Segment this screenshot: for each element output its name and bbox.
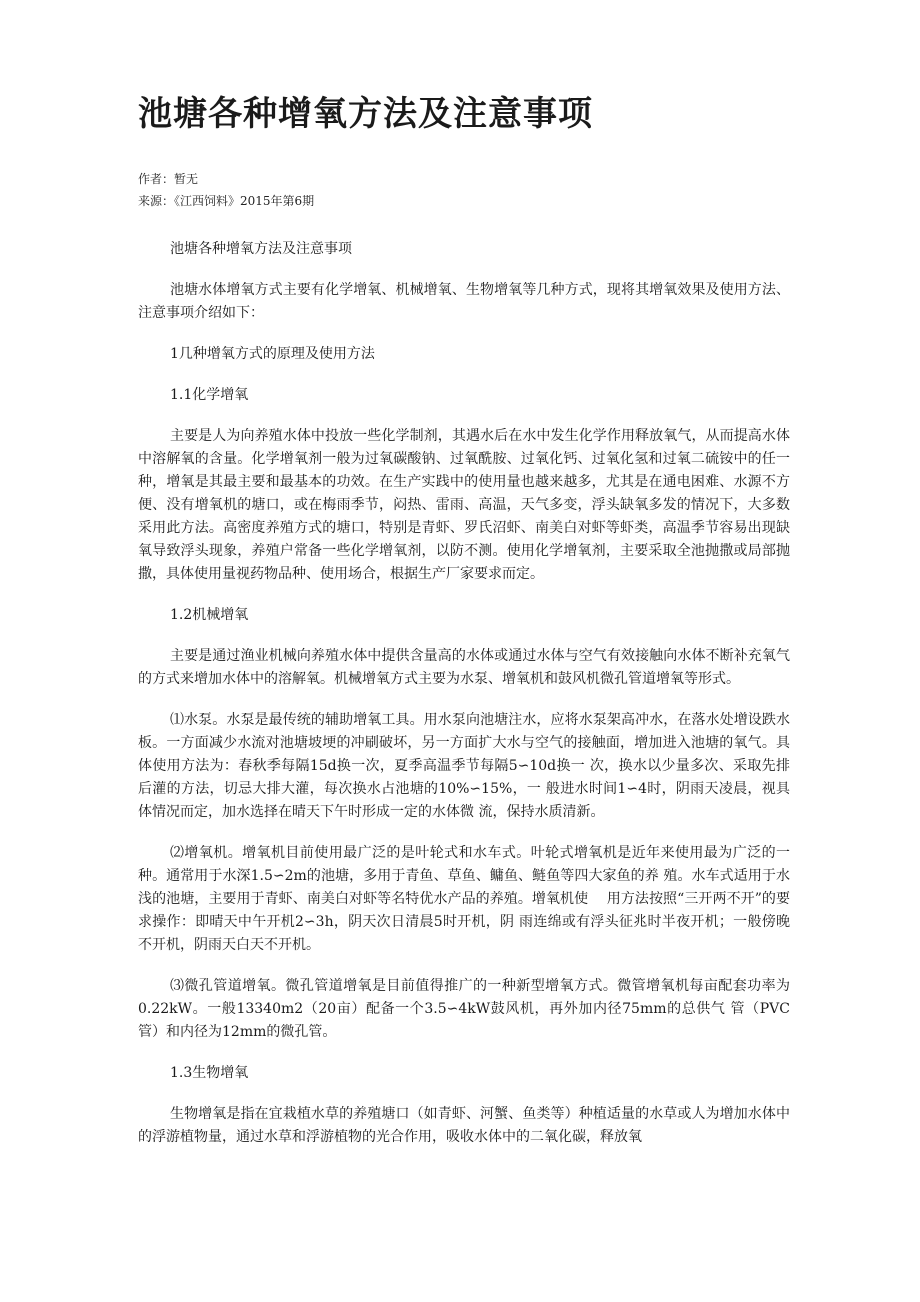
document-page <box>138 88 790 1167</box>
article-subtitle: 池塘各种增氧方法及注意事项 <box>170 241 352 257</box>
section-1-3-paragraph: 生物增氧是指在宜栽植水草的养殖塘口（如青虾、河蟹、鱼类等）种植适量的水草或人为增加水体中的浮游植物量，通过水草和浮游植物的光合作用，吸收水体中的二氧化碳，释放氧 <box>138 1106 790 1145</box>
micropore-pipe-paragraph: ⑶微孔管道增氧。微孔管道增氧是目前值得推广的一种新型增氧方式。微管增氧机每亩配套功率为0.22kW。一般13340m2（20亩）配备一个3.5∽4kW鼓风机，再外加内径75mm的总供气 管（PVC管）和内径为12mm的微孔管。 <box>138 978 790 1040</box>
section-1-1-heading: 1.1化学增氧 <box>170 387 249 403</box>
article-title: 池塘各种增氧方法及注意事项 <box>138 94 593 134</box>
water-pump-paragraph: ⑴水泵。水泵是最传统的辅助增氧工具。用水泵向池塘注水，应将水泵架高冲水，在落水处增设跌水板。一方面减少水流对池塘坡埂的冲刷破坏，另一方面扩大水与空气的接触面，增加进入池塘的氧气。具体使用方法为：春秋季每隔15d换一次，夏季高温季节每隔5∽10d换一 次，换水以少量多次、采取先排后灌的方法，切忌大排大灌，每次换水占池塘的10%∽15%，一 般进水时间1∽4时，阴雨天凌晨，视具体情况而定，加水选择在晴天下午时形成一定的水体微 流，保持水质清新。 <box>138 712 790 820</box>
intro-paragraph: 池塘水体增氧方式主要有化学增氧、机械增氧、生物增氧等几种方式，现将其增氧效果及使用方法、注意事项介绍如下： <box>138 282 790 321</box>
article-meta <box>138 168 790 212</box>
section-1-heading: 1几种增氧方式的原理及使用方法 <box>170 346 375 362</box>
section-1-1-paragraph: 主要是人为向养殖水体中投放一些化学制剂，其遇水后在水中发生化学作用释放氧气，从而提高水体中溶解氧的含量。化学增氧剂一般为过氧碳酸钠、过氧酰胺、过氧化钙、过氧化氢和过氧二硫铵中的任一种，增氧是其最主要和最基本的功效。在生产实践中的使用量也越来越多，尤其是在通电困难、水源不方便、没有增氧机的塘口，或在梅雨季节，闷热、雷雨、高温，天气多变，浮头缺氧多发的情况下，大多数采用此方法。高密度养殖方式的塘口，特别是青虾、罗氏沼虾、南美白对虾等虾类，高温季节容易出现缺氧导致浮头现象，养殖户常备一些化学增氧剂，以防不测。使用化学增氧剂，主要采取全池抛撒或局部抛撒，具体使用量视药物品种、使用场合，根据生产厂家要求而定。 <box>138 428 790 582</box>
section-1-2-paragraph: 主要是通过渔业机械向养殖水体中提供含量高的水体或通过水体与空气有效接触向水体不断补充氧气的方式来增加水体中的溶解氧。机械增氧方式主要为水泵、增氧机和鼓风机微孔管道增氧等形式。 <box>138 648 790 687</box>
section-1-2-heading: 1.2机械增氧 <box>170 607 249 623</box>
author-line: 作者：暂无 <box>138 172 199 186</box>
aerator-paragraph: ⑵增氧机。增氧机目前使用最广泛的是叶轮式和水车式。叶轮式增氧机是近年来使用最为广泛的一种。通常用于水深1.5∽2m的池塘，多用于青鱼、草鱼、鳙鱼、鲢鱼等四大家鱼的养 殖。水车式适用于水浅的池塘，主要用于青虾、南美白对虾等名特优水产品的养殖。增氧机使 用方法按照“三开两不开”的要求操作：即晴天中午开机2∽3h，阴天次日清晨5时开机，阴 雨连绵或有浮头征兆时半夜开机；一般傍晚不开机，阴雨天白天不开机。 <box>138 845 790 953</box>
section-1-3-heading: 1.3生物增氧 <box>170 1065 249 1081</box>
source-line: 来源：《江西饲料》2015年第6期 <box>138 194 315 208</box>
